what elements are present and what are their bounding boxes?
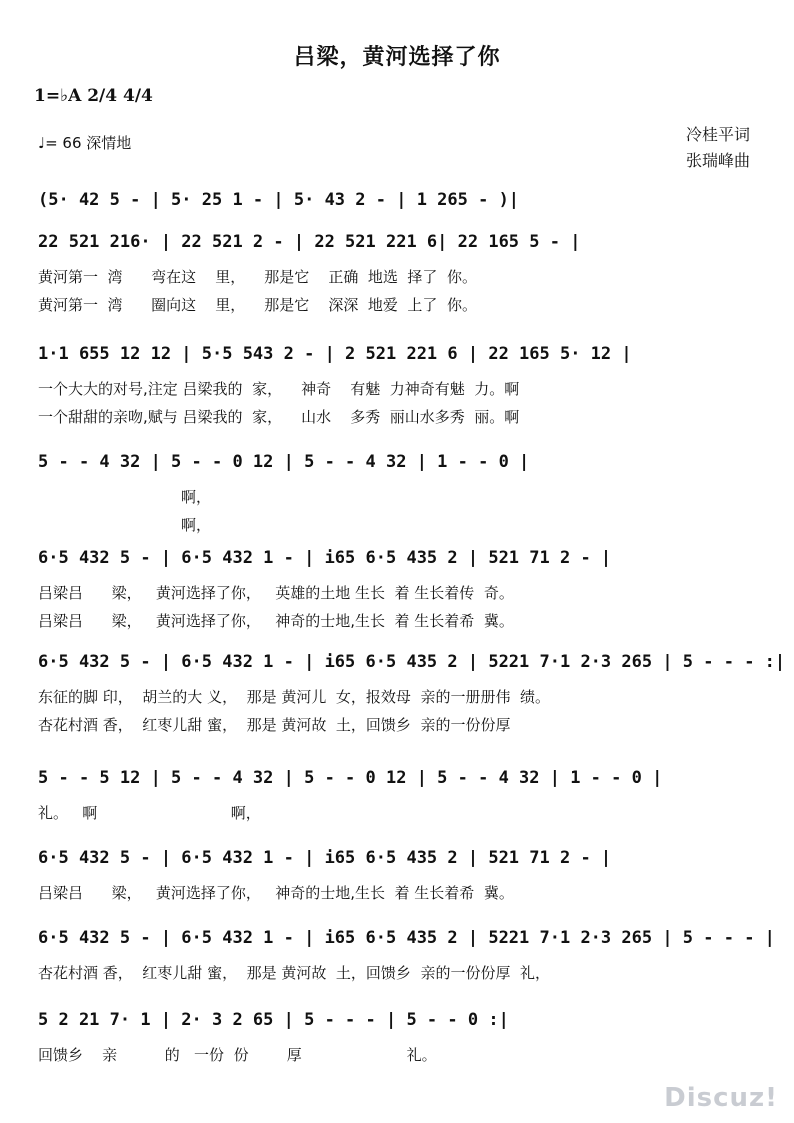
- lyric-line: 一个大大的对号,注定 吕梁我的 家， 神奇 有魅 力神奇有魅 力。啊: [38, 380, 520, 398]
- notation-line: 6·5 432 5 - | 6·5 432 1 - | i65 6·5 435 2 | 521 71 2 - |: [38, 848, 612, 868]
- lyric-line: 吕梁吕 梁， 黄河选择了你， 神奇的士地,生长 着 生长着希 冀。: [38, 884, 514, 902]
- notation-line: 6·5 432 5 - | 6·5 432 1 - | i65 6·5 435 2 | 5221 7·1 2·3 265 | 5 - - - |: [38, 928, 775, 948]
- lyric-line: 啊，: [38, 488, 212, 506]
- notation-line: 5 - - 4 32 | 5 - - 0 12 | 5 - - 4 32 | 1 - - 0 |: [38, 452, 530, 472]
- tempo-marking: ♩= 66 深情地: [38, 134, 132, 152]
- notation-line: 5 2 21 7· 1 | 2· 3 2 65 | 5 - - - | 5 - - 0 :|: [38, 1010, 509, 1030]
- notation-line: (5· 42 5 - | 5· 25 1 - | 5· 43 2 - | 1 265 - )|: [38, 190, 520, 210]
- composer-credit: 张瑞峰曲: [685, 151, 750, 170]
- lyric-line: 吕梁吕 梁， 黄河选择了你， 英雄的土地 生长 着 生长着传 奇。: [38, 584, 514, 602]
- notation-line: 5 - - 5 12 | 5 - - 4 32 | 5 - - 0 12 | 5 - - 4 32 | 1 - - 0 |: [38, 768, 663, 788]
- lyric-line: 一个甜甜的亲吻,赋与 吕梁我的 家， 山水 多秀 丽山水多秀 丽。啊: [38, 408, 520, 426]
- lyricist-credit: 冷桂平词: [685, 125, 750, 144]
- key-signature: 1=♭A 2/4 4/4: [34, 86, 153, 106]
- notation-line: 22 521 216· | 22 521 2 - | 22 521 221 6| 22 165 5 - |: [38, 232, 581, 252]
- song-title: 吕梁，黄河选择了你: [293, 45, 501, 70]
- notation-line: 1·1 655 12 12 | 5·5 543 2 - | 2 521 221 6 | 22 165 5· 12 |: [38, 344, 632, 364]
- lyric-line: 黄河第一 湾 弯在这 里， 那是它 正确 地选 择了 你。: [38, 268, 477, 286]
- lyric-line: 吕梁吕 梁， 黄河选择了你， 神奇的士地,生长 着 生长着希 冀。: [38, 612, 514, 630]
- notation-line: 6·5 432 5 - | 6·5 432 1 - | i65 6·5 435 2 | 5221 7·1 2·3 265 | 5 - - - :|: [38, 652, 786, 672]
- lyric-line: 杏花村酒 香， 红枣儿甜 蜜， 那是 黄河故 土，回馈乡 亲的一份份厚: [38, 716, 511, 734]
- lyric-line: 杏花村酒 香， 红枣儿甜 蜜， 那是 黄河故 土，回馈乡 亲的一份份厚 礼，: [38, 964, 550, 982]
- lyric-line: 礼。 啊 啊，: [38, 804, 261, 822]
- lyric-line: 东征的脚 印， 胡兰的大 义， 那是 黄河儿 女，报效母 亲的一册册伟 绩。: [38, 688, 550, 706]
- lyric-line: 黄河第一 湾 圈向这 里， 那是它 深深 地爱 上了 你。: [38, 296, 477, 314]
- lyric-line: 回馈乡 亲 的 一份 份 厚 礼。: [38, 1046, 437, 1064]
- watermark: Discuz!: [664, 1083, 778, 1113]
- notation-line: 6·5 432 5 - | 6·5 432 1 - | i65 6·5 435 2 | 521 71 2 - |: [38, 548, 612, 568]
- lyric-line: 啊，: [38, 516, 212, 534]
